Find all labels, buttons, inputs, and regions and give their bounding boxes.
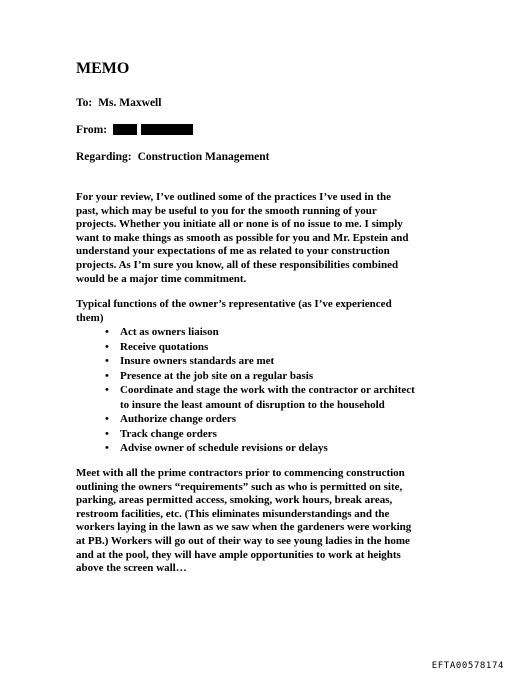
redaction-bar xyxy=(141,124,193,135)
list-item: • Authorize change orders xyxy=(100,412,440,427)
list-item: • Track change orders xyxy=(100,427,440,442)
paragraph-line: restroom facilities, etc. (This eliminates misunderstandings and the xyxy=(76,507,390,520)
paragraph-line: at PB.) Workers will go out of their way to see young ladies in the home xyxy=(76,534,410,547)
list-item: • Presence at the job site on a regular basis xyxy=(100,369,440,384)
regarding-line xyxy=(76,151,270,163)
intro-paragraph xyxy=(76,191,436,286)
paragraph-line: projects. As I’m sure you know, all of these responsibilities combined xyxy=(76,258,399,271)
heading-line: them) xyxy=(76,311,104,324)
paragraph-line: outlining the owners “requirements” such as who is permitted on site, xyxy=(76,480,403,493)
list-item: • Coordinate and stage the work with the contractor or architect xyxy=(100,383,440,398)
memo-title: MEMO xyxy=(76,60,130,77)
paragraph-line: above the screen wall… xyxy=(76,562,187,575)
to-label: To: xyxy=(76,97,93,109)
list-item: • Advise owner of schedule revisions or delays xyxy=(100,441,440,456)
list-item: • Insure owners standards are met xyxy=(100,354,440,369)
paragraph-line: Meet with all the prime contractors prior to commencing construction xyxy=(76,467,405,479)
regarding-value: Construction Management xyxy=(137,151,270,163)
heading-line: Typical functions of the owner’s representative (as I’ve experienced xyxy=(76,298,392,310)
paragraph-line: and at the pool, they will have ample opportunities to work at heights xyxy=(76,548,401,561)
regarding-label: Regarding: xyxy=(76,151,132,163)
paragraph-line: past, which may be useful to you for the smooth running of your xyxy=(76,204,377,217)
from-line xyxy=(76,124,193,136)
functions-heading xyxy=(76,298,436,325)
to-value: Ms. Maxwell xyxy=(98,97,162,109)
paragraph-line: want to make things as smooth as possible for you and Mr. Epstein and xyxy=(76,231,409,244)
from-label: From: xyxy=(76,124,108,136)
document-id: EFTA00578174 xyxy=(431,661,504,671)
to-line xyxy=(76,97,161,109)
list-item: • Act as owners liaison xyxy=(100,325,440,340)
paragraph-line: understand your expectations of me as related to your construction xyxy=(76,245,390,258)
paragraph-line: workers laying in the lawn as we saw when the gardeners were working xyxy=(76,521,412,534)
list-item: • Receive quotations xyxy=(100,340,440,355)
paragraph-line: parking, areas permitted access, smoking, work hours, break areas, xyxy=(76,494,393,507)
paragraph-line: projects. Whether you initiate all or none is of no issue to me. I simply xyxy=(76,218,403,231)
closing-paragraph xyxy=(76,467,436,576)
paragraph-line: For your review, I’ve outlined some of the practices I’ve used in the xyxy=(76,191,391,203)
paragraph-line: would be a major time commitment. xyxy=(76,272,247,285)
redaction-bar xyxy=(113,124,137,135)
list-item-continuation: to insure the least amount of disruption to the household xyxy=(120,398,385,411)
functions-list xyxy=(100,325,440,456)
